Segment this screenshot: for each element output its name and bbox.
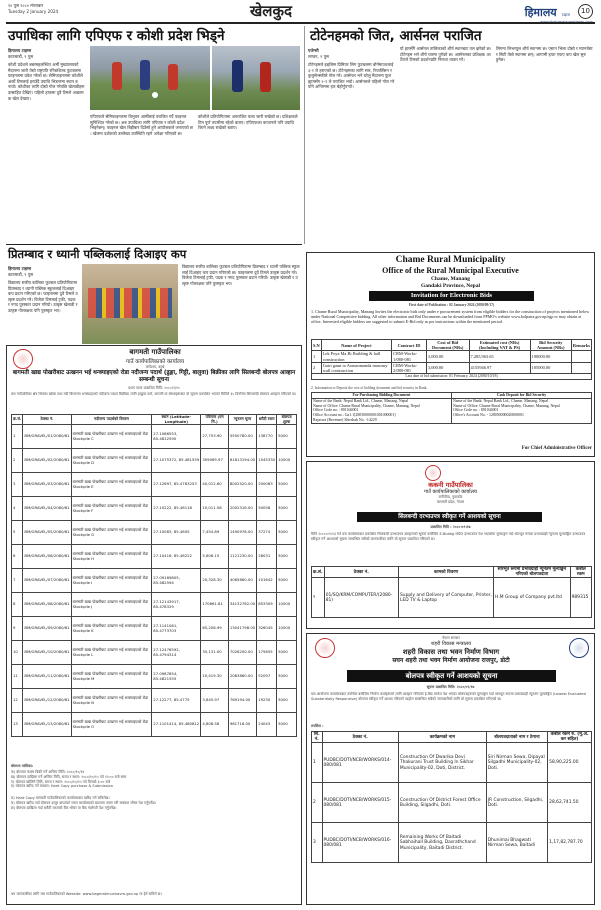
bagmati-table-cell: 61813194.00 (228, 449, 256, 473)
bagmati-table-cell: 27.1075372, 85.481559 (152, 449, 201, 473)
urban-table-cell: Siri Nirman Sewa, Dipayal Silgadhi Municipality-02, Doti. (486, 743, 547, 783)
bagmati-table-cell: BM/GRAVEL/12/2080/81 (23, 689, 71, 713)
bagmati-table-cell: 4,808.58 (201, 713, 228, 737)
bagmati-table-cell: BM/GRAVEL/02/2080/81 (23, 449, 71, 473)
bagmati-table-cell: 27.1101414, 85.480812 (152, 713, 201, 737)
bagmati-table-cell: 10000 (277, 449, 297, 473)
bagmati-table-cell: BM/GRAVEL/06/2080/81 (23, 545, 71, 569)
bagmati-table-cell: 11 (12, 665, 23, 689)
page-number: 10 (578, 4, 593, 19)
bagmati-table-cell: BM/GRAVEL/03/2080/81 (23, 473, 71, 497)
chame-table-cell: Lek Poya Ma.Bi Building & hall construction (321, 351, 391, 362)
urban-table-cell: 1 (312, 743, 323, 783)
bagmati-table-header: स्थान (Latitude-Longitude) (152, 415, 201, 425)
chame-bank-left-line: Name of the Bank: Nepal Bank Ltd., Chame, Manang, Nepal (313, 398, 409, 403)
column-divider (304, 26, 305, 244)
bagmati-table-row (12, 569, 297, 593)
department-logo-icon (569, 638, 589, 658)
bagmati-table-header: क्र.सं. (12, 415, 23, 425)
photo-football-match (90, 46, 210, 110)
chame-table-row (312, 351, 592, 362)
bagmati-table-cell: 10000 (277, 617, 297, 641)
urban-table-cell: 3 (312, 823, 323, 863)
kakani-table-header: सारभूत रूपमा प्रभावग्राही न्यूनतम मूल्याङ्कन गरिएको बोलपत्रदाता (494, 567, 570, 578)
kakani-table-cell: Supply and Delivery of Computer, Printer, LED TV & Laptop (399, 578, 494, 618)
bagmati-table-cell: 6 (12, 545, 23, 569)
bagmati-table-row (12, 497, 297, 521)
bagmati-table-cell: बागमती खाद्य पोखरीबाट उत्खनन भई थन्क्याइएको रोडा Stockpile E (71, 473, 152, 497)
chame-table-cell: 4155946.97 (469, 362, 530, 373)
bagmati-table-cell: 27.12143917, 85.478329 (152, 593, 201, 617)
bagmati-footer-line: च) बोलपत्र खरिद गर्दा बोलपत्र दस्तुर बापतको रकम कार्यालयको खातामा जम्मा गरी सक्कल भौचर पेश गर्नुपर्नेछ। (11, 800, 157, 805)
bagmati-table-cell: 175655 (257, 641, 277, 665)
bagmati-table-cell: 27.0987854, 85.4821555 (152, 665, 201, 689)
issue-line: १० पुस २०८० मंगलबार Tuesday 2 January 2024 (8, 3, 59, 14)
bagmati-table-cell: बागमती खाद्य पोखरीबाट उत्खनन भई थन्क्याइएको रोडा Stockpile J (71, 593, 152, 617)
chame-table-header: Estimated cost (NRs) (Including VAT & PS) (469, 340, 530, 351)
bagmati-table-header: ठेक्का नं. (23, 415, 71, 425)
nepal-emblem-icon (315, 638, 335, 658)
bagmati-table-cell: बागमती खाद्य पोखरीबाट उत्खनन भई थन्क्याइएको रोडा Stockpile H (71, 545, 152, 569)
bagmati-table-cell: 10,419.30 (201, 665, 228, 689)
article-right-col1: टोटेनहमले इङ्लिस प्रिमियर लिग फुटबलमा बोर्नमाउथलाई ३-१ ले हराएको छ। टोटेनहमका लागि सार, रिचार्लिसन र कुलुसेभ्स्कीले गोल गरे। आर्सनल भने घरेलु मैदानमा फुलह्यामसँग २-१ ले पराजित भयो। आर्सनलले पहिलो गोल गरे पनि अन्तिममा हार बेहोर्नुपर्‍यो। (308, 62, 395, 90)
urban-table-cell: 58,90,225.00 (548, 743, 592, 783)
bagmati-table-cell: 326045 (257, 617, 277, 641)
chame-bank-hdr-left: For Purchasing Bidding Document (312, 393, 452, 399)
notice-chame (306, 252, 595, 457)
bagmati-table-cell: 101642 (257, 569, 277, 593)
bagmati-footer-line: ङ) Hard Copy बागमती गाउँपालिकाको कार्यालयबाट खरिद गर्न सकिनेछ। (11, 796, 110, 800)
bagmati-footer-lines (11, 796, 297, 810)
article-right-col2: यो हारसँगै आर्सनल तालिकाको शीर्ष स्थानबाट तल झरेको छ। टोटेनहम भने शीर्ष चारमा पुगेको छ। आर्सनलका प्रशिक्षक आर्टेटाले टिमको प्रदर्शनप्रति निराशा व्यक्त गरे। (400, 46, 492, 63)
bagmati-table-cell: 7,454.89 (201, 521, 228, 545)
article-second-col1: विद्यालय स्तरीय बालिका फुटबल प्रतियोगितामा प्रितम्बाद र ध्यानी पब्लिक स्कुललाई दिआइए कप प्रदान गरिएको छ। फाइनलमा दुवै टिमले उत्कृष्ट प्रदर्शन गरे। विजेता टिमलाई ट्रफी, पदक र नगद पुरस्कार प्रदान गरियो। उत्कृष्ट खेलाडी र उत्कृष्ट गोलरक्षक पनि पुरस्कृत भए। (8, 280, 78, 313)
urban-gov2: शहरी विकास मन्त्रालय (430, 640, 472, 647)
bagmati-table-cell: 5000 (277, 641, 297, 665)
bagmati-title: बागमती खाद्य पोखरीबाट उत्खनन भई थन्क्याइएको रोडा नदीजन्य पदार्थ (ढुङ्गा, गिट्टी, बालुवा) बिक्रीका लागि सिलबन्दी बोलपत्र आव्हान सम्बन्धी सूचना (12, 370, 296, 384)
bagmati-table-cell: बागमती खाद्य पोखरीबाट उत्खनन भई थन्क्याइएको रोडा Stockpile C (71, 425, 152, 449)
kakani-table-cell: H.M Group of Company pvt.ltd (494, 578, 570, 618)
urban-table-row (312, 743, 592, 783)
chame-bank-left-line: Office Account no.: Ga1.1[28050000001001000001] (313, 413, 396, 418)
chame-bank-left-line: Name of Office: Chame Rural Municipality, Chame, Manang, Nepal (313, 403, 420, 408)
chame-table-cell: Gairi gaun to Aomaomanda masonry wall construction (321, 362, 391, 373)
bagmati-table-cell: 52097 (257, 665, 277, 689)
bagmati-table-cell: 27.1141061, 85.4773703 (152, 617, 201, 641)
bagmati-table-row (12, 449, 297, 473)
bagmati-table-cell: 4065660.00 (228, 569, 256, 593)
chame-title2: Office of the Rural Municipal Executive (382, 266, 519, 275)
urban-table-cell: 28,62,741.50 (548, 783, 592, 823)
bagmati-table-cell: 2083860.00 (228, 665, 256, 689)
notice-bagmati (6, 345, 302, 905)
bagmati-table-cell: BM/GRAVEL/01/2080/81 (23, 425, 71, 449)
kakani-office: गाउँ कार्यपालिकाको कार्यालय (424, 489, 477, 495)
bagmati-table-cell: 853309 (257, 593, 277, 617)
bagmati-table-cell: बागमती खाद्य पोखरीबाट उत्खनन भई थन्क्याइएको रोडा Stockpile F (71, 497, 152, 521)
chame-bank-left-line: Office Code no. : 801044001 (313, 408, 359, 413)
bagmati-table-cell: बागमती खाद्य पोखरीबाट उत्खनन भई थन्क्याइएको रोडा Stockpile D (71, 449, 152, 473)
bagmati-table-cell: BM/GRAVEL/05/2080/81 (23, 521, 71, 545)
bagmati-table-cell: 2 (12, 449, 23, 473)
bagmati-table-cell: बागमती खाद्य पोखरीबाट उत्खनन भई थन्क्याइएको रोडा Stockpile L (71, 641, 152, 665)
chame-table-cell: 1 (312, 351, 322, 362)
bagmati-table-cell: 1121230.00 (228, 545, 256, 569)
bagmati-table-cell: 40,012.60 (201, 473, 228, 497)
byline-second-place: काठमाडौं, ९ पुस (8, 272, 34, 277)
bagmati-table-header: परिमाण (घन मि.) (201, 415, 228, 425)
bagmati-table-cell: 27.12697, 85.4763253 (152, 473, 201, 497)
chame-table-cell: CRM-Works-2/080-081 (392, 362, 427, 373)
bagmati-table-cell: 10,011.58 (201, 497, 228, 521)
chame-table-header: Remarks (571, 340, 591, 351)
urban-label: तपसिल : (311, 724, 324, 728)
bagmati-table-cell: 10 (12, 641, 23, 665)
byline-left-place: काठमाडौं, ९ पुस (8, 54, 34, 59)
bagmati-table-cell: 2002316.00 (228, 497, 256, 521)
section-title: खेलकुद (250, 2, 292, 20)
bagmati-table-cell: 5 (12, 521, 23, 545)
urban-office: शहरी विकास तथा भवन निर्माण विभाग (402, 647, 500, 656)
bagmati-table-cell: 5000 (277, 545, 297, 569)
bagmati-table-cell: 138770 (257, 425, 277, 449)
chame-bank-right-line: Office's Account No. - 128050000020000001 (453, 413, 524, 418)
chame-bank-right-line: Name of Office: Chame Rural Municipality, Chame, Manang, Nepal (453, 403, 560, 408)
chame-table-cell (571, 362, 591, 373)
chame-table (311, 339, 592, 380)
bagmati-table-cell: बागमती खाद्य पोखरीबाट उत्खनन भई थन्क्याइएको रोडा Stockpile N (71, 689, 152, 713)
bagmati-table-cell: 27.10416, 85.46222 (152, 545, 201, 569)
bagmati-schedule-line: घ) बोलपत्र खरिद गर्ने माध्यम: Hard Copy purchase & Submission (11, 784, 113, 789)
bagmati-table-cell: 5000 (277, 521, 297, 545)
bagmati-table-cell: 34132762.00 (228, 593, 256, 617)
bagmati-schedule-title: बोलपत्र तालिका: (11, 764, 34, 768)
urban-table-cell: Construction Of District Forest Office Building, Silgadhi, Doti. (398, 783, 486, 823)
kakani-address1: रानीपौवा, नुवाकोट (438, 495, 463, 499)
bagmati-table-row (12, 641, 297, 665)
bagmati-org: बागमती गाउँपालिका (129, 348, 181, 356)
bagmati-table-cell: 19230 (257, 689, 277, 713)
urban-table-cell: PUDBC/DOTI/NCB/WORKS/016-080/081 (322, 823, 398, 863)
urban-table-cell: PUDBC/DOTI/NCB/WORKS/015-080/081 (322, 783, 398, 823)
bagmati-table-cell: बागमती खाद्य पोखरीबाट उत्खनन भई थन्क्याइएको रोडा Stockpile I (71, 569, 152, 593)
bagmati-table-cell: 27.09169805, 85.482594 (152, 569, 201, 593)
bagmati-table-row (12, 689, 297, 713)
kakani-bar: सिलबन्दी दरभाउपत्र स्वीकृत गर्ने आशयको सूचना (357, 512, 542, 522)
chame-table-header: S.N (312, 340, 322, 351)
bagmati-table-cell: 309065.97 (201, 449, 228, 473)
chame-bank-right-line: Office Code no. : 801044001 (453, 408, 499, 413)
bagmati-table-cell: 8 (12, 593, 23, 617)
bagmati-table-row (12, 521, 297, 545)
brand-name: हिमालय (524, 6, 557, 19)
kakani-address2: बागमती प्रदेश, नेपाल (436, 499, 465, 504)
chame-table-cell: 3,000.00 (426, 351, 469, 362)
chame-bank-hdr-right: Cash Deposit for Bid Security (452, 393, 592, 399)
bagmati-table-row (12, 593, 297, 617)
bagmati-table-cell: 200063 (257, 473, 277, 497)
bagmati-table-header: नदीजन्य पदार्थको विवरण (71, 415, 152, 425)
photo-players (212, 46, 300, 110)
chame-bank-right (452, 398, 592, 423)
bagmati-table-cell: बागमती खाद्य पोखरीबाट उत्खनन भई थन्क्याइएको रोडा Stockpile G (71, 521, 152, 545)
bagmati-table-cell: 5000 (277, 425, 297, 449)
section-rule (6, 244, 302, 245)
masthead-rule (6, 22, 595, 24)
chame-table-cell: 2 (312, 362, 322, 373)
urban-bar: बोलपत्र स्वीकृत गर्ने आशयको सूचना (347, 670, 556, 682)
headline-right: टोटेनहमको जित, आर्सनल पराजित (310, 28, 482, 44)
bagmati-date: प्रथम पटक प्रकाशित मिति: २०८०/९/१० (128, 386, 180, 390)
bagmati-website-line: थप जानकारीका लागि यस गाउँपालिकाको Website: www.bagmatimunkavre.gov.np मा हेर्न सकिने छ। (11, 892, 162, 896)
bagmati-office: गाउँ कार्यपालिकाको कार्यालय (125, 359, 185, 365)
bagmati-table-row (12, 425, 297, 449)
bagmati-table-cell: 27.10083, 85.4605 (152, 521, 201, 545)
urban-table-header: ठेक्का नं. (322, 732, 398, 743)
bagmati-table-cell: 5000 (277, 497, 297, 521)
bagmati-table-cell: बागमती खाद्य पोखरीबाट उत्खनन भई थन्क्याइएको रोडा Stockpile O (71, 713, 152, 737)
nepal-emblem-icon (425, 465, 441, 481)
kakani-table-cell: 01/SQ/KRM/COMPUTER/(2080-81) (324, 578, 398, 618)
chame-table-header: Name of Project (321, 340, 391, 351)
bagmati-table-cell: 27.12277, 85.4775 (152, 689, 201, 713)
bagmati-table-cell: BM/GRAVEL/04/2080/81 (23, 497, 71, 521)
bagmati-footer-line: छ) बोलपत्र दाखिला गर्दा धरौटी रकमको बैंक भौचर वा बैंक ग्यारेण्टी पेश गर्नुपर्नेछ। (11, 805, 117, 810)
bagmati-table-header: धरौटी रकम (257, 415, 277, 425)
bagmati-table-cell: BM/GRAVEL/13/2080/81 (23, 713, 71, 737)
chame-title1: Chame Rural Municipality (395, 255, 506, 265)
kakani-org: ककनी गाउँपालिका (428, 481, 473, 489)
bagmati-schedule-line: क) बोलपत्र फारम बिक्री गर्ने अन्तिम मिति: २०८०/१०/१४ (11, 770, 85, 774)
bagmati-table-cell: 769194.00 (228, 689, 256, 713)
bagmati-table-cell: 9 (12, 617, 23, 641)
bagmati-table-cell: 65,208.99 (201, 617, 228, 641)
chame-bank-right-line: Name of the Bank: Nepal Bank Ltd., Chame, Manang, Nepal (453, 398, 549, 403)
bagmati-table-cell: 27.12476592, 85.4794314 (152, 641, 201, 665)
urban-table-wrap (311, 731, 592, 863)
bagmati-table-header: न्यूनतम मूल्य (228, 415, 256, 425)
bagmati-table-cell: 961716.00 (228, 713, 256, 737)
bagmati-table-cell: 20,328.30 (201, 569, 228, 593)
urban-table-header: कबोल रकम रु. (मू.अ. कर सहित) (548, 732, 592, 743)
urban-gov1: नेपाल सरकार (442, 636, 460, 640)
bagmati-table-cell: BM/GRAVEL/07/2080/81 (23, 569, 71, 593)
chame-bank-table-wrap (311, 392, 592, 424)
bagmati-schedule-line: ग) बोलपत्र खोलिने मिति, समय र स्थान: २०८०/१०/१५ गते दिनको ३:०० बजे (11, 779, 111, 784)
byline-second: हिमालय टाइम्स (8, 266, 32, 271)
chame-para2: 2. Information to Deposit the cost of bidding document and bid security in Bank. (311, 386, 428, 390)
chame-table-header: Contract ID (392, 340, 427, 351)
bagmati-table-cell: 3 (12, 473, 23, 497)
bagmati-table-cell: 24043 (257, 713, 277, 737)
article-right-col3: लिगमा लिभरपुल शीर्ष स्थानमा छ। एस्टन भिला दोस्रो र म्यानचेस्टर सिटी तेस्रो स्थानमा छन्। आगामी हप्ता एफए कप खेल सुरु हुनेछ। (496, 46, 593, 63)
kakani-table-header: कबोल रकम (570, 567, 591, 578)
nepal-emblem-icon (13, 349, 33, 369)
bagmati-table-cell: 7 (12, 569, 23, 593)
bagmati-table-cell: 7026200.00 (228, 641, 256, 665)
bagmati-table-cell: 35,131.00 (201, 641, 228, 665)
bagmati-table-cell: 1545330 (257, 449, 277, 473)
bagmati-table-cell: BM/GRAVEL/08/2080/81 (23, 593, 71, 617)
bagmati-table-cell: 5000 (277, 569, 297, 593)
kakani-table-wrap (311, 566, 592, 618)
bagmati-table-cell: 37274 (257, 521, 277, 545)
bagmati-table-cell: 1 (12, 425, 23, 449)
article-left-col2: एपिएफले सेमिफाइनलमा त्रिभुवन आर्मीलाई पराजित गर्दै फाइनल सुनिश्चित गरेको छ। अब उपाधिका लागि एपिएफ र कोशी प्रदेश भिड्नेछन्। फाइनल खेल बिहीबार दिउँसो हुने आयोजकले जनाएको छ। खेलमा दर्शकको उल्लेख्य उपस्थिति रहने अपेक्षा गरिएको छ। (90, 114, 193, 136)
bagmati-table-cell: 5000 (277, 689, 297, 713)
urban-table-cell: Construction Of Dwarika Devi Thakurani Trust Building In Sikhar Municipality-02, Doti, District. (398, 743, 486, 783)
headline-left: उपाधिका लागि एपिएफ र कोशी प्रदेश भिड्ने (8, 28, 225, 44)
chame-table-row (312, 362, 592, 373)
bagmati-table-cell: 28031 (257, 545, 277, 569)
bagmati-table-cell: 27.10222, 85.46118 (152, 497, 201, 521)
bagmati-schedule (11, 770, 297, 789)
bagmati-schedule-line: ख) बोलपत्र दाखिला गर्ने अन्तिम मिति, समय र स्थान: २०८०/१०/१५ गते १२:०० बजे सम्म (11, 774, 127, 779)
chame-table-wrap (311, 339, 592, 380)
kakani-date: प्रकाशित मिति : २०८०।०९।१७ (430, 525, 471, 529)
article-second-col2: विद्यालय स्तरीय बालिका फुटबल प्रतियोगितामा प्रितम्बाद र ध्यानी पब्लिक स्कुललाई दिआइए कप प्रदान गरिएको छ। फाइनलमा दुवै टिमले उत्कृष्ट प्रदर्शन गरे। विजेता टिमलाई ट्रफी, पदक र नगद पुरस्कार प्रदान गरियो। उत्कृष्ट खेलाडी र उत्कृष्ट गोलरक्षक पनि पुरस्कृत भए। (182, 264, 300, 286)
kakani-table-header: क्र.सं. (312, 567, 325, 578)
urban-table-header: सि. नं. (312, 732, 323, 743)
bagmati-table-cell: BM/GRAVEL/10/2080/81 (23, 641, 71, 665)
bagmati-table-cell: बागमती खाद्य पोखरीबाट उत्खनन भई थन्क्याइएको रोडा Stockpile M (71, 665, 152, 689)
urban-sub: सघन शहरी तथा भवन निर्माण आयोजना राजपुर, डोटी (392, 656, 510, 664)
bagmati-table-cell: 5550780.00 (228, 425, 256, 449)
article-left-col1: कोशी प्रदेशले बबरमहलस्थित अर्मी मुख्यालयको मैदानमा जारी तेस्रो राष्ट्रपति रनिङशिल्ड फुटबलमा फाइनलमा प्रवेश गरेको छ। सेमिफाइनलमा कोशीले अर्को टिमलाई हराउँदै उपाधि भिडन्तमा स्थान बनायो। कोशीका लागि दोस्रो गोल गरेपछि खेलाडीहरू उत्साहित देखिए। पहिलो हाफमा दुवै टिमले आक्रामक खेल देखाए। (8, 62, 85, 101)
notice-kakani (306, 461, 595, 629)
chame-last-date: Last date of bid submission: 01 February, 2024 (2080/10/18) (312, 374, 592, 380)
bagmati-table-cell: 5,606.15 (201, 545, 228, 569)
bagmati-table-cell: 170661.81 (201, 593, 228, 617)
chame-para1: 1. Chame Rural Municipality, Manang Invites the electronic bids only under e procurement system from eligible bidders for the construction of projects mentioned below under National Competitive bidding. All other information and Bid Documents can be downloaded from PPMO's website www.bolpatra.gov.np/egp or may obtain at office. Interested eligible bidders are suggested to submit E-Bid only as per instructions within the mentioned period. (311, 309, 590, 325)
chame-first-date: First date of Publication : 02 January 2024 (2080/09/17) (408, 303, 495, 307)
chame-table-cell: CRM-Works-1/080-081 (392, 351, 427, 362)
kakani-body: मिति २०८०।०९।१३ गते यस कार्यालयबाट प्रकाशित सिलबन्दी दरभाउपत्र आव्हानको सूचना बमोजिम E-Biddig मार्फत दरभाउपत्र पेश भएकोमा मूल्याङ्कन गर्दा सारभूत रूपमा प्रभावग्राही न्यूनतम मूल्याङ्कित दरभाउपत्र स्वीकृत गर्ने आशयको सूचना सम्बन्धित सबैको जानकारीका लागि यो सूचना प्रकाशित गरिएको छ। (311, 532, 586, 541)
bagmati-table-cell: 27,753.90 (201, 425, 228, 449)
bagmati-table-cell: 27.1086553, 85.4812590 (152, 425, 201, 449)
kakani-table-header: कामको विवरण (399, 567, 494, 578)
chame-title4: Gandaki Province, Nepal (420, 282, 481, 289)
bagmati-table-cell: 8002520.00 (228, 473, 256, 497)
byline-right-place: लण्डन, ९ पुस (308, 54, 329, 59)
bagmati-table-cell: 3,845.97 (201, 689, 228, 713)
chame-bank-left-line: Rajaswa (Revenue) Shirshak No. -14229 (313, 417, 377, 422)
kakani-table (311, 566, 592, 618)
chame-table-cell: 7,285,963.65 (469, 351, 530, 362)
urban-table-header: बोलपत्रदाताको नाम र ठेगाना (486, 732, 547, 743)
bagmati-table-cell: 10000 (277, 593, 297, 617)
bagmati-table-row (12, 545, 297, 569)
urban-table-row (312, 823, 592, 863)
notice-urban (306, 633, 595, 905)
chame-title3: Chame, Manang (430, 276, 471, 282)
headline-second: प्रितम्बाद र ध्यानी पब्लिकलाई दिआइए कप (8, 247, 187, 261)
bagmati-address: कर्णेश्वर, काभ्रे (145, 365, 165, 369)
chame-table-cell (571, 351, 591, 362)
chame-table-cell: 3,000.00 (426, 362, 469, 373)
bagmati-table-cell: 5000 (277, 473, 297, 497)
kakani-table-header: ठेक्का नं. (324, 567, 398, 578)
byline-left: हिमालय टाइम्स (8, 48, 32, 53)
urban-table-cell: 1,17,82,787.70 (548, 823, 592, 863)
urban-table (311, 731, 592, 863)
bagmati-table (11, 414, 297, 737)
bagmati-table-cell: 4 (12, 497, 23, 521)
chame-table-cell: 105000.00 (530, 362, 571, 373)
bagmati-table-cell: 5000 (277, 665, 297, 689)
article-left-col3: कोशीले प्रतियोगितामा अपराजित यात्रा जारी राखेको छ। प्रशिक्षकले टिम पूर्ण तयारीमा रहेको बताए। एपिएफका कप्तानले पनि उपाधि जित्ने लक्ष्य राखेको बताए। (198, 114, 298, 131)
urban-table-cell: 2 (312, 783, 323, 823)
byline-right: एजेन्सी (308, 48, 319, 53)
kakani-table-cell: १ (312, 578, 325, 618)
bagmati-table-cell: 5000 (277, 713, 297, 737)
chame-bank-table (311, 392, 592, 424)
bagmati-table-cell: 13041798.00 (228, 617, 256, 641)
chame-table-header: Bid Security Amount (NRs) (530, 340, 571, 351)
bagmati-table-wrap (11, 414, 297, 737)
bagmati-table-row (12, 713, 297, 737)
bagmati-table-header: बोलपत्र शुल्क (277, 415, 297, 425)
chame-table-header: Cost of Bid Document (NRs) (426, 340, 469, 351)
bagmati-table-cell: 13 (12, 713, 23, 737)
urban-date: सूचना प्रकाशित मिति: २०८०/०९/१७ (426, 685, 475, 689)
bagmati-table-row (12, 665, 297, 689)
urban-table-cell: PUDBC/DOTI/NCB/WORKS/014-080/081 (322, 743, 398, 783)
bagmati-table-cell: BM/GRAVEL/09/2080/81 (23, 617, 71, 641)
urban-table-row (312, 783, 592, 823)
bagmati-table-cell: 12 (12, 689, 23, 713)
urban-table-cell: Remaining Works Of Baitadi Sabhaihall Building, Dasrathchand Municipality, Baitadi District. (398, 823, 486, 863)
chame-bar: Invitation for Electronic Bids (369, 291, 534, 301)
photo-award-ceremony (82, 264, 178, 344)
urban-table-header: कार्यक्रमको नाम (398, 732, 486, 743)
bagmati-table-row (12, 617, 297, 641)
urban-body: यस आयोजना कार्यालयबाट तपसिल बमोजिम निर्माण कार्यहरूको लागि आव्हान गरिएको ई-बिड मार्फत पेश भएका बोलपत्रहरूको मूल्याङ्कन गर्दा सारभूत रूपमा प्रभावग्राही न्यूनतम मूल्याङ्कित (Lowest Evaluated Substantially Responsive) बोलपत्र स्वीकृत गर्ने आशय गरिएको व्यहोरा सम्बन्धित सबैको जानकारीको लागि यो सूचना प्रकाशित गरिएको छ। (311, 692, 586, 701)
kakani-table-cell: 989315 (570, 578, 591, 618)
bagmati-table-row (12, 473, 297, 497)
chame-table-cell: 190000.00 (530, 351, 571, 362)
bagmati-table-cell: BM/GRAVEL/11/2080/81 (23, 665, 71, 689)
bagmati-table-cell: बागमती खाद्य पोखरीबाट उत्खनन भई थन्क्याइएको रोडा Stockpile K (71, 617, 152, 641)
urban-table-cell: JR Construction, Silgadhi, Doti. (486, 783, 547, 823)
chame-signature: For Chief Administrative Officer (521, 446, 592, 451)
brand-suffix: टाइम्स (561, 13, 570, 17)
bagmati-table-cell: 50058 (257, 497, 277, 521)
bagmati-intro: यस गाउँपालिका क्षेत्र भित्रका खोला तथा नदी किनारमा थन्क्याइएको नदीजन्य पदार्थ बिक्रीका लागि इच्छुक फर्म, कम्पनी वा संस्थाहरूबाट यो सूचना प्रकाशित भएको मितिले ३५ दिनभित्र सिलबन्दी बोलपत्र आव्हान गरिएको छ। (11, 392, 297, 396)
bagmati-table-cell: 1490978.00 (228, 521, 256, 545)
urban-table-cell: Dhunimai Bhagwati Nirman Sewa, Baitadi (486, 823, 547, 863)
chame-bank-left (312, 398, 452, 423)
